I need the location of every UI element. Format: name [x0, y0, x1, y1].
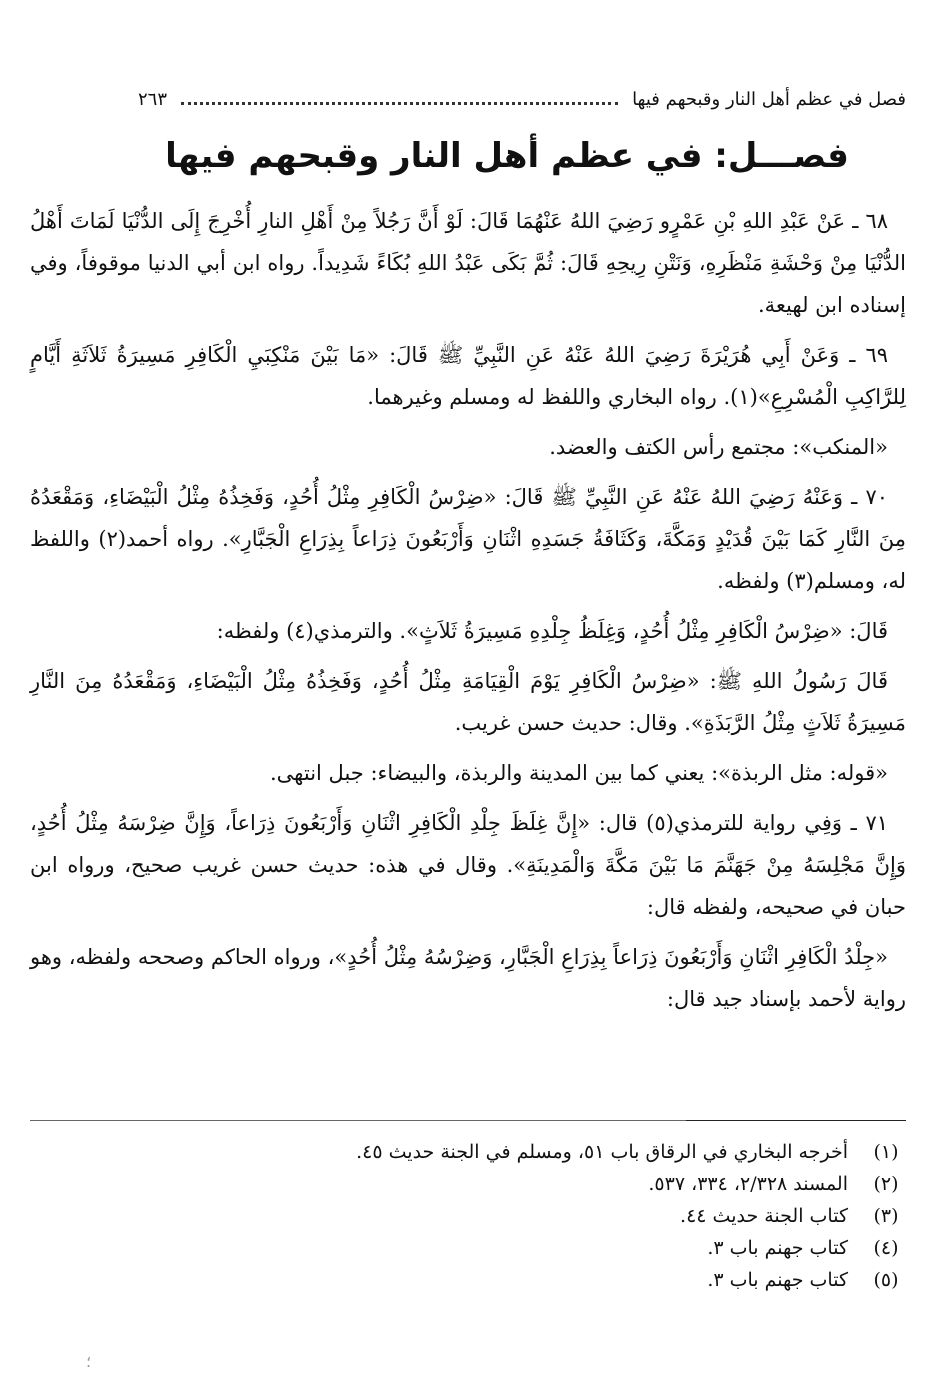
footnote-text: كتاب الجنة حديث ٤٤. [680, 1205, 848, 1227]
footnote-number: (١) [873, 1141, 899, 1163]
paragraph-70-variant-2: قَالَ رَسُولُ اللهِ ﷺ: «ضِرْسُ الْكَافِرِ يَوْمَ الْقِيَامَةِ مِثْلُ أُحُدٍ، وَفَخِذُهُ مِثْلُ الْبَيْضَاءِ، وَمَقْعَدُهُ مِنَ النَّارِ مَسِيرَةُ ثَلاَثٍ مِثْلُ الرَّبَذَةِ». وقال: حديث حسن غريب. [30, 669, 906, 735]
corner-mark: ؛ [86, 1352, 92, 1371]
chapter-title: فصـــل: في عظم أهل النار وقبحهم فيها [165, 136, 849, 176]
footnote-text: المسند ٢/٣٢٨، ٣٣٤، ٥٣٧. [648, 1173, 848, 1195]
page-number: ٢٦٣ [138, 88, 168, 110]
main-text [30, 200, 906, 1028]
running-header [138, 84, 906, 114]
definition-mankib: «المنكب»: مجتمع رأس الكتف والعضد. [549, 435, 888, 459]
footnote-3 [30, 1200, 906, 1232]
footnote-text: كتاب جهنم باب ٣. [707, 1269, 848, 1291]
footnote-number: (٥) [873, 1269, 899, 1291]
paragraph-71-continued: «جِلْدُ الْكَافِرِ اثْنَانِ وَأَرْبَعُونَ ذِرَاعاً بِذِرَاعِ الْجَبَّارِ، وَضِرْسُهُ مِثْلُ أُحُدٍ»، ورواه الحاكم وصححه ولفظه، وهو رواية لأحمد بإسناد جيد قال: [29, 945, 906, 1011]
paragraph-68: ٦٨ ـ عَنْ عَبْدِ اللهِ بْنِ عَمْرٍو رَضِيَ اللهُ عَنْهُمَا قَالَ: لَوْ أَنَّ رَجُلاً مِنْ أَهْلِ النارِ أُخْرِجَ إِلَى الدُّنْيَا لَمَاتَ أَهْلُ الدُّنْيَا مِنْ وَحْشَةِ مَنْظَرِهِ، وَنَتْنِ رِيحِهِ قَالَ: ثُمَّ بَكَى عَبْدُ اللهِ بُكَاءً شَدِيداً. رواه ابن أبي الدنيا موقوفاً، وفي إسناده ابن لهيعة. [30, 209, 906, 317]
footnote-number: (٣) [873, 1205, 899, 1227]
footnotes [30, 1136, 906, 1296]
footnote-text: كتاب جهنم باب ٣. [707, 1237, 848, 1259]
footnote-1 [30, 1136, 906, 1168]
footnote-separator [30, 1120, 906, 1121]
running-title: فصل في عظم أهل النار وقبحهم فيها [632, 88, 906, 110]
paragraph-70: ٧٠ ـ وَعَنْهُ رَضِيَ اللهُ عَنْهُ عَنِ النَّبِيِّ ﷺ قَالَ: «ضِرْسُ الْكَافِرِ مِثْلُ أُحُدٍ، وَفَخِذُهُ مِثْلُ الْبَيْضَاءِ، وَمَقْعَدُهُ مِنَ النَّارِ كَمَا بَيْنَ قُدَيْدٍ وَمَكَّةَ، وَكَثَافَةُ جَسَدِهِ اثْنَانِ وَأَرْبَعُونَ ذِرَاعاً بِذِرَاعِ الْجَبَّارِ». رواه أحمد(٢) واللفظ له، ومسلم(٣) ولفظه. [30, 485, 906, 593]
paragraph-69: ٦٩ ـ وَعَنْ أَبِي هُرَيْرَةَ رَضِيَ اللهُ عَنْهُ عَنِ النَّبِيِّ ﷺ قَالَ: «مَا بَيْنَ مَنْكِبَيِ الْكَافِرِ مَسِيرَةُ ثَلاَثَةِ أَيَّامٍ لِلرَّاكِبِ الْمُسْرِعِ»(١). رواه البخاري واللفظ له ومسلم وغيرهما. [30, 343, 906, 409]
paragraph-71: ٧١ ـ وَفِي رواية للترمذي(٥) قال: «إِنَّ غِلَظَ جِلْدِ الْكَافِرِ اثْنَانِ وَأَرْبَعُونَ ذِرَاعاً، وَإِنَّ ضِرْسَهُ مِثْلُ أُحُدٍ، وَإِنَّ مَجْلِسَهُ مِنْ جَهَنَّمَ مَا بَيْنَ مَكَّةَ وَالْمَدِينَةِ». وقال في هذه: حديث حسن غريب صحيح، ورواه ابن حبان في صحيحه، ولفظه قال: [30, 811, 906, 919]
footnote-2 [30, 1168, 906, 1200]
footnote-number: (٢) [873, 1173, 899, 1195]
footnote-text: أخرجه البخاري في الرقاق باب ٥١، ومسلم في الجنة حديث ٤٥. [356, 1141, 848, 1163]
footnote-5 [30, 1264, 906, 1296]
definition-rabadha: «قوله: مثل الربذة»: يعني كما بين المدينة والربذة، والبيضاء: جبل انتهى. [270, 761, 888, 785]
paragraph-70-variant-1: قَالَ: «ضِرْسُ الْكَافِرِ مِثْلُ أُحُدٍ، وَغِلَظُ جِلْدِهِ مَسِيرَةُ ثَلاَثٍ». والترمذي(٤) ولفظه: [216, 619, 888, 643]
header-dot-leader [181, 102, 618, 105]
footnote-4 [30, 1232, 906, 1264]
footnote-number: (٤) [873, 1237, 899, 1259]
